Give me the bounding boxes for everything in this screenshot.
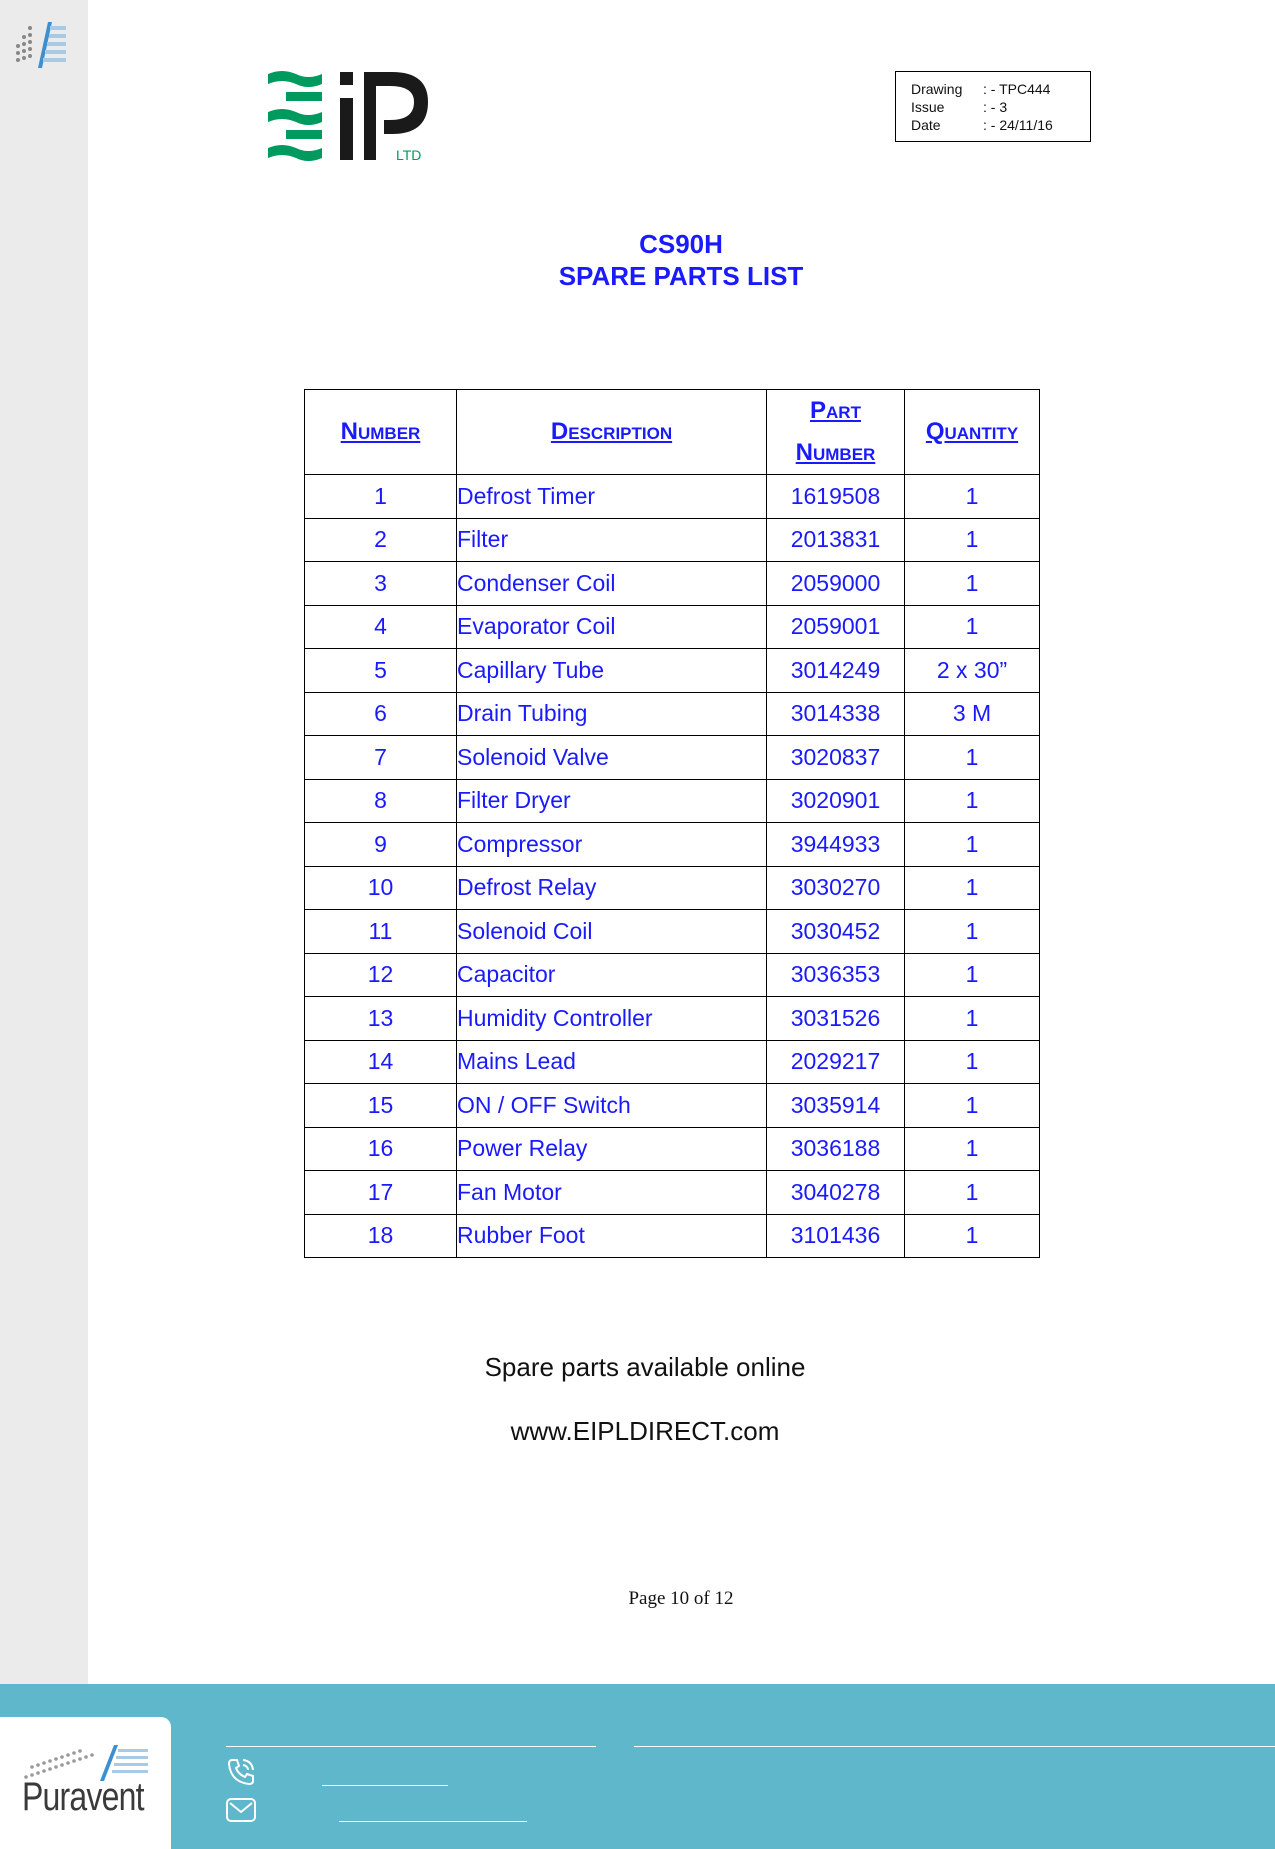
cell-quantity: 1 [905,1040,1040,1084]
cell-description: Solenoid Valve [457,736,767,780]
table-row [305,1040,1040,1084]
cell-part-number: 2029217 [767,1040,905,1084]
cell-quantity: 1 [905,562,1040,606]
table-row [305,866,1040,910]
cell-description: Evaporator Coil [457,605,767,649]
cell-number: 14 [305,1040,457,1084]
header-number: Number [305,390,457,475]
cell-part-number: 3036353 [767,953,905,997]
header-part-number [767,390,905,475]
header-part-line1: Part [810,397,861,424]
cell-description: Capacitor [457,953,767,997]
cell-description: Fan Motor [457,1171,767,1215]
issue-label: Issue [911,99,945,115]
cell-description: Solenoid Coil [457,910,767,954]
cell-number: 4 [305,605,457,649]
drawing-label: Drawing [911,81,963,97]
cell-description: Power Relay [457,1127,767,1171]
cell-part-number: 3020901 [767,779,905,823]
logo-ltd-text: LTD [396,147,422,163]
drawing-info-box [895,71,1091,142]
cell-quantity: 1 [905,475,1040,519]
footer-logo [0,1717,171,1849]
cell-quantity: 1 [905,736,1040,780]
cell-part-number: 3014338 [767,692,905,736]
cell-part-number: 3014249 [767,649,905,693]
cell-number: 2 [305,518,457,562]
table-row [305,1171,1040,1215]
cell-description: Filter Dryer [457,779,767,823]
cell-part-number: 3020837 [767,736,905,780]
online-availability-text: Spare parts available online [484,1352,806,1382]
table-row [305,779,1040,823]
issue-value: : - 3 [983,99,1008,115]
cell-part-number: 3040278 [767,1171,905,1215]
email-icon[interactable] [225,1797,257,1823]
table-row [305,475,1040,519]
cell-number: 18 [305,1214,457,1258]
cell-description: Humidity Controller [457,997,767,1041]
cell-quantity: 3 M [905,692,1040,736]
cell-quantity: 1 [905,1214,1040,1258]
cell-quantity: 1 [905,605,1040,649]
table-row [305,910,1040,954]
cell-description: Condenser Coil [457,562,767,606]
cell-quantity: 1 [905,953,1040,997]
cell-number: 7 [305,736,457,780]
cell-number: 16 [305,1127,457,1171]
cell-number: 15 [305,1084,457,1128]
cell-part-number: 1619508 [767,475,905,519]
website-url[interactable]: www.EIPLDIRECT.com [510,1416,780,1446]
table-row [305,692,1040,736]
cell-quantity: 1 [905,518,1040,562]
table-row [305,649,1040,693]
cell-quantity: 1 [905,910,1040,954]
cell-description: Drain Tubing [457,692,767,736]
cell-part-number: 3101436 [767,1214,905,1258]
table-row [305,997,1040,1041]
footer-brand-name: Puravent [22,1775,144,1819]
cell-quantity: 2 x 30” [905,649,1040,693]
table-row [305,823,1040,867]
eip-logo-icon [262,68,432,168]
cell-number: 3 [305,562,457,606]
table-row [305,736,1040,780]
cell-description: Defrost Relay [457,866,767,910]
cell-part-number: 3944933 [767,823,905,867]
cell-quantity: 1 [905,1127,1040,1171]
puravent-mark-icon [14,20,66,70]
drawing-value: : - TPC444 [983,81,1051,97]
cell-description: ON / OFF Switch [457,1084,767,1128]
footer-bar [0,1684,1275,1849]
eip-logo [262,68,432,168]
footer-divider [226,1746,596,1747]
cell-number: 6 [305,692,457,736]
cell-part-number: 3035914 [767,1084,905,1128]
cell-part-number: 3030452 [767,910,905,954]
date-value: : - 24/11/16 [983,117,1053,133]
header-description: Description [457,390,767,475]
table-row [305,1127,1040,1171]
table-row [305,562,1040,606]
cell-part-number: 3031526 [767,997,905,1041]
cell-part-number: 2013831 [767,518,905,562]
cell-description: Capillary Tube [457,649,767,693]
phone-underline [322,1785,448,1786]
cell-quantity: 1 [905,1171,1040,1215]
cell-description: Compressor [457,823,767,867]
cell-description: Rubber Foot [457,1214,767,1258]
email-underline [339,1821,527,1822]
cell-quantity: 1 [905,823,1040,867]
header-part-line2: Number [795,439,876,466]
cell-description: Mains Lead [457,1040,767,1084]
table-header-row [305,390,1040,475]
cell-part-number: 2059000 [767,562,905,606]
spare-parts-table [304,389,1040,1258]
cell-number: 12 [305,953,457,997]
cell-number: 11 [305,910,457,954]
cell-number: 13 [305,997,457,1041]
cell-quantity: 1 [905,1084,1040,1128]
cell-description: Filter [457,518,767,562]
cell-quantity: 1 [905,866,1040,910]
cell-quantity: 1 [905,997,1040,1041]
date-label: Date [911,117,941,133]
cell-part-number: 3036188 [767,1127,905,1171]
table-row [305,1084,1040,1128]
cell-number: 1 [305,475,457,519]
table-row [305,1214,1040,1258]
cell-number: 17 [305,1171,457,1215]
cell-number: 5 [305,649,457,693]
cell-part-number: 2059001 [767,605,905,649]
table-row [305,953,1040,997]
cell-number: 10 [305,866,457,910]
table-row [305,518,1040,562]
page-number: Page 10 of 12 [628,1588,734,1609]
list-title: SPARE PARTS LIST [558,261,804,291]
cell-part-number: 3030270 [767,866,905,910]
table-row [305,605,1040,649]
cell-quantity: 1 [905,779,1040,823]
phone-icon[interactable] [225,1756,257,1788]
header-quantity: Quantity [905,390,1040,475]
footer-divider [634,1746,1275,1747]
model-title: CS90H [639,229,723,259]
cell-number: 8 [305,779,457,823]
cell-description: Defrost Timer [457,475,767,519]
table-body [305,475,1040,1258]
cell-number: 9 [305,823,457,867]
